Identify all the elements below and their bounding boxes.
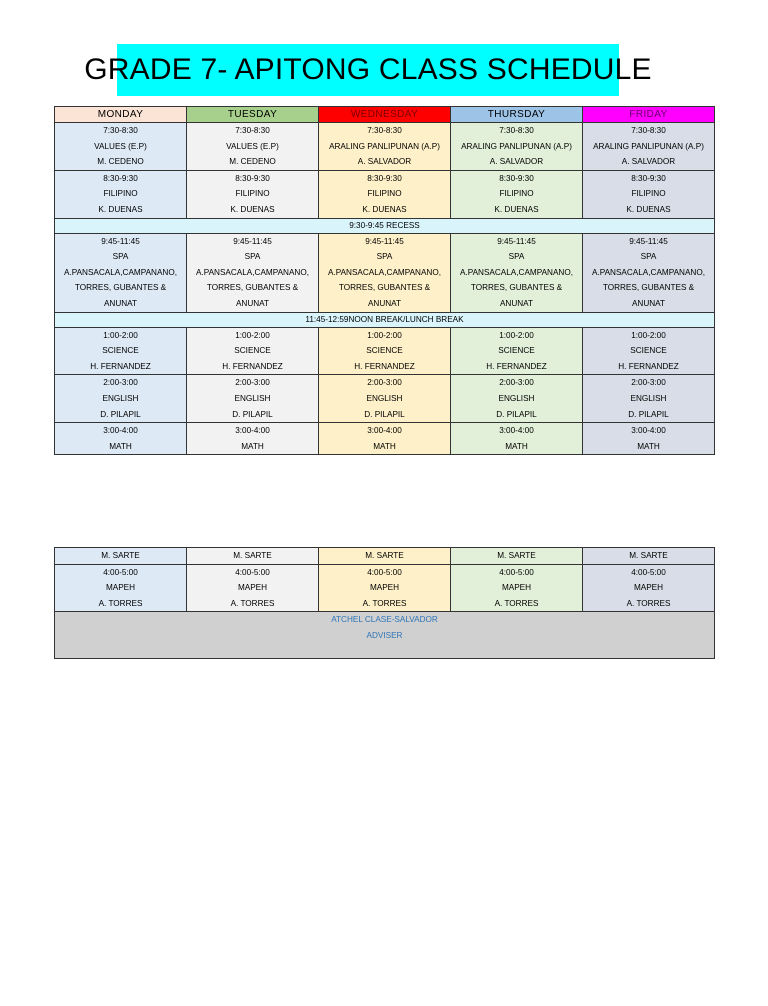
cell-line: 7:30-8:30 [367, 126, 402, 135]
cell-line: 4:00-5:00 [367, 567, 402, 577]
cell-line: H. FERNANDEZ [90, 361, 151, 371]
cell-line: MATH [373, 441, 396, 451]
cell-line: 1:00-2:00 [235, 330, 270, 340]
cell-line: TORRES, GUBANTES & [338, 283, 431, 293]
adviser-label: ADVISER [366, 630, 403, 640]
cell-line: 8:30-9:30 [103, 173, 138, 183]
cell-line: 2:00-3:00 [367, 378, 402, 388]
schedule-cell [451, 423, 583, 455]
cell-line: SCIENCE [366, 346, 403, 356]
schedule-row [55, 548, 715, 565]
schedule-cell [451, 375, 583, 423]
cell-line: M. CEDENO [97, 157, 144, 167]
cell-line: 7:30-8:30 [235, 126, 270, 135]
cell-line: H. FERNANDEZ [354, 361, 415, 371]
cell-line: 3:00-4:00 [367, 426, 402, 436]
schedule-cell [583, 233, 715, 312]
cell-line: 2:00-3:00 [499, 378, 534, 388]
cell-line: A. SALVADOR [621, 157, 676, 167]
schedule-cell [583, 170, 715, 218]
schedule-cell [55, 423, 187, 455]
schedule-cell [55, 548, 187, 565]
cell-line: 4:00-5:00 [499, 567, 534, 577]
cell-line: SPA [244, 252, 261, 262]
cell-line: M. SARTE [101, 551, 140, 560]
cell-line: M. SARTE [233, 551, 272, 560]
schedule-cell [451, 548, 583, 565]
schedule-cell [319, 564, 451, 612]
schedule-row [55, 233, 715, 312]
cell-line: M. SARTE [497, 551, 536, 560]
schedule-cell [55, 170, 187, 218]
day-header-thursday: THURSDAY [451, 107, 583, 123]
cell-line: ENGLISH [366, 393, 403, 403]
schedule-cell [583, 327, 715, 375]
schedule-cell [187, 423, 319, 455]
cell-line: A. TORRES [362, 598, 407, 608]
cell-line: 8:30-9:30 [499, 173, 534, 183]
recess-row-label: 9:30-9:45 RECESS [55, 218, 715, 233]
day-header-row [55, 107, 715, 123]
cell-line: K. DUENAS [494, 204, 539, 214]
schedule-cell [583, 564, 715, 612]
schedule-cell [55, 327, 187, 375]
schedule-cell [187, 548, 319, 565]
cell-line: 3:00-4:00 [235, 426, 270, 436]
schedule-cell [187, 170, 319, 218]
cell-line: 1:00-2:00 [103, 330, 138, 340]
day-header-monday: MONDAY [55, 107, 187, 123]
recess-row [55, 218, 715, 233]
adviser-name: ATCHEL CLASE-SALVADOR [331, 615, 438, 625]
cell-line: SCIENCE [498, 346, 535, 356]
cell-line: SPA [640, 252, 657, 262]
schedule-cell [583, 548, 715, 565]
adviser-cell [55, 612, 715, 659]
cell-line: D. PILAPIL [628, 409, 669, 419]
cell-line: D. PILAPIL [232, 409, 273, 419]
schedule-cell [451, 327, 583, 375]
cell-line: D. PILAPIL [496, 409, 537, 419]
cell-line: MAPEH [105, 583, 136, 593]
schedule-cell [451, 170, 583, 218]
cell-line: 3:00-4:00 [631, 426, 666, 436]
cell-line: 9:45-11:45 [101, 236, 140, 246]
cell-line: 1:00-2:00 [367, 330, 402, 340]
schedule-row [55, 123, 715, 171]
cell-line: TORRES, GUBANTES & [602, 283, 695, 293]
cell-line: ANUNAT [499, 298, 534, 308]
schedule-cell [187, 123, 319, 171]
cell-line: A. TORRES [494, 598, 539, 608]
cell-line: ANUNAT [631, 298, 666, 308]
schedule-cell [187, 564, 319, 612]
schedule-row [55, 375, 715, 423]
cell-line: A. TORRES [626, 598, 671, 608]
cell-line: MAPEH [633, 583, 664, 593]
cell-line: K. DUENAS [98, 204, 143, 214]
cell-line: MAPEH [369, 583, 400, 593]
schedule-row [55, 564, 715, 612]
cell-line: FILIPINO [631, 189, 666, 199]
cell-line: A. SALVADOR [357, 157, 412, 167]
cell-line: 7:30-8:30 [103, 126, 138, 135]
cell-line: A.PANSACALA,CAMPANANO, [64, 267, 177, 277]
lunch-break-row-label: 11:45-12:59NOON BREAK/LUNCH BREAK [55, 312, 715, 327]
cell-line: ARALING PANLIPUNAN (A.P) [329, 141, 440, 151]
title-banner [84, 44, 652, 96]
cell-line: MAPEH [501, 583, 532, 593]
cell-line: A. SALVADOR [489, 157, 544, 167]
cell-line: D. PILAPIL [364, 409, 405, 419]
schedule-cell [319, 423, 451, 455]
schedule-cell [451, 233, 583, 312]
cell-line: ENGLISH [102, 393, 139, 403]
cell-line: MATH [505, 441, 528, 451]
cell-line: ANUNAT [235, 298, 270, 308]
cell-line: ENGLISH [630, 393, 667, 403]
cell-line: VALUES (E.P) [226, 141, 279, 151]
schedule-cell [55, 375, 187, 423]
cell-line: ENGLISH [498, 393, 535, 403]
schedule-cell [319, 548, 451, 565]
cell-line: FILIPINO [103, 189, 138, 199]
day-header-friday: FRIDAY [583, 107, 715, 123]
cell-line: SPA [112, 252, 129, 262]
cell-line: 8:30-9:30 [367, 173, 402, 183]
cell-line: SCIENCE [630, 346, 667, 356]
schedule-cell [55, 233, 187, 312]
cell-line: ANUNAT [103, 298, 138, 308]
lunch-break-row [55, 312, 715, 327]
schedule-cell [451, 564, 583, 612]
cell-line: TORRES, GUBANTES & [206, 283, 299, 293]
cell-line: M. SARTE [365, 551, 404, 560]
cell-line: K. DUENAS [626, 204, 671, 214]
day-header-wednesday: WEDNESDAY [319, 107, 451, 123]
cell-line: A.PANSACALA,CAMPANANO, [592, 267, 705, 277]
schedule-table [54, 106, 715, 455]
cell-line: 4:00-5:00 [103, 567, 138, 577]
schedule-cell [55, 123, 187, 171]
schedule-cell [319, 327, 451, 375]
schedule-cell [319, 375, 451, 423]
cell-line: 2:00-3:00 [103, 378, 138, 388]
cell-line: MATH [109, 441, 132, 451]
cell-line: MATH [241, 441, 264, 451]
cell-line: 4:00-5:00 [631, 567, 666, 577]
cell-line: SCIENCE [234, 346, 271, 356]
schedule-cell [583, 123, 715, 171]
schedule-cell [187, 327, 319, 375]
cell-line: K. DUENAS [230, 204, 275, 214]
cell-line: 9:45-11:45 [365, 236, 404, 246]
cell-line: 8:30-9:30 [235, 173, 270, 183]
cell-line: 1:00-2:00 [631, 330, 666, 340]
cell-line: H. FERNANDEZ [486, 361, 547, 371]
cell-line: SPA [376, 252, 393, 262]
cell-line: MATH [637, 441, 660, 451]
cell-line: ANUNAT [367, 298, 402, 308]
cell-line: 4:00-5:00 [235, 567, 270, 577]
schedule-cell [319, 233, 451, 312]
page-title: GRADE 7- APITONG CLASS SCHEDULE [84, 53, 652, 86]
schedule-cell [583, 375, 715, 423]
schedule-cell [187, 375, 319, 423]
cell-line: H. FERNANDEZ [222, 361, 283, 371]
cell-line: K. DUENAS [362, 204, 407, 214]
cell-line: 7:30-8:30 [631, 126, 666, 135]
cell-line: VALUES (E.P) [94, 141, 147, 151]
cell-line: FILIPINO [367, 189, 402, 199]
cell-line: ARALING PANLIPUNAN (A.P) [461, 141, 572, 151]
cell-line: 2:00-3:00 [235, 378, 270, 388]
schedule-cell [319, 123, 451, 171]
cell-line: 8:30-9:30 [631, 173, 666, 183]
cell-line: FILIPINO [235, 189, 270, 199]
cell-line: M. CEDENO [229, 157, 276, 167]
cell-line: 2:00-3:00 [631, 378, 666, 388]
schedule-row [55, 170, 715, 218]
cell-line: D. PILAPIL [100, 409, 141, 419]
cell-line: SPA [508, 252, 525, 262]
cell-line: FILIPINO [499, 189, 534, 199]
cell-line: 7:30-8:30 [499, 126, 534, 135]
schedule-cell [583, 423, 715, 455]
cell-line: A.PANSACALA,CAMPANANO, [460, 267, 573, 277]
cell-line: SCIENCE [102, 346, 139, 356]
day-header-tuesday: TUESDAY [187, 107, 319, 123]
schedule-cell [187, 233, 319, 312]
cell-line: TORRES, GUBANTES & [74, 283, 167, 293]
cell-line: 9:45-11:45 [233, 236, 272, 246]
cell-line: 3:00-4:00 [499, 426, 534, 436]
cell-line: A. TORRES [98, 598, 143, 608]
schedule-row [55, 327, 715, 375]
cell-line: 9:45-11:45 [497, 236, 536, 246]
cell-line: 9:45-11:45 [629, 236, 668, 246]
cell-line: ARALING PANLIPUNAN (A.P) [593, 141, 704, 151]
cell-line: A.PANSACALA,CAMPANANO, [196, 267, 309, 277]
cell-line: A. TORRES [230, 598, 275, 608]
schedule-row [55, 423, 715, 455]
adviser-row [55, 612, 715, 659]
cell-line: TORRES, GUBANTES & [470, 283, 563, 293]
cell-line: A.PANSACALA,CAMPANANO, [328, 267, 441, 277]
cell-line: ENGLISH [234, 393, 271, 403]
cell-line: M. SARTE [629, 551, 668, 560]
schedule-cell [55, 564, 187, 612]
cell-line: 1:00-2:00 [499, 330, 534, 340]
cell-line: MAPEH [237, 583, 268, 593]
schedule-cell [451, 123, 583, 171]
schedule-table-continued [54, 547, 715, 659]
schedule-cell [319, 170, 451, 218]
cell-line: H. FERNANDEZ [618, 361, 679, 371]
cell-line: 3:00-4:00 [103, 426, 138, 436]
